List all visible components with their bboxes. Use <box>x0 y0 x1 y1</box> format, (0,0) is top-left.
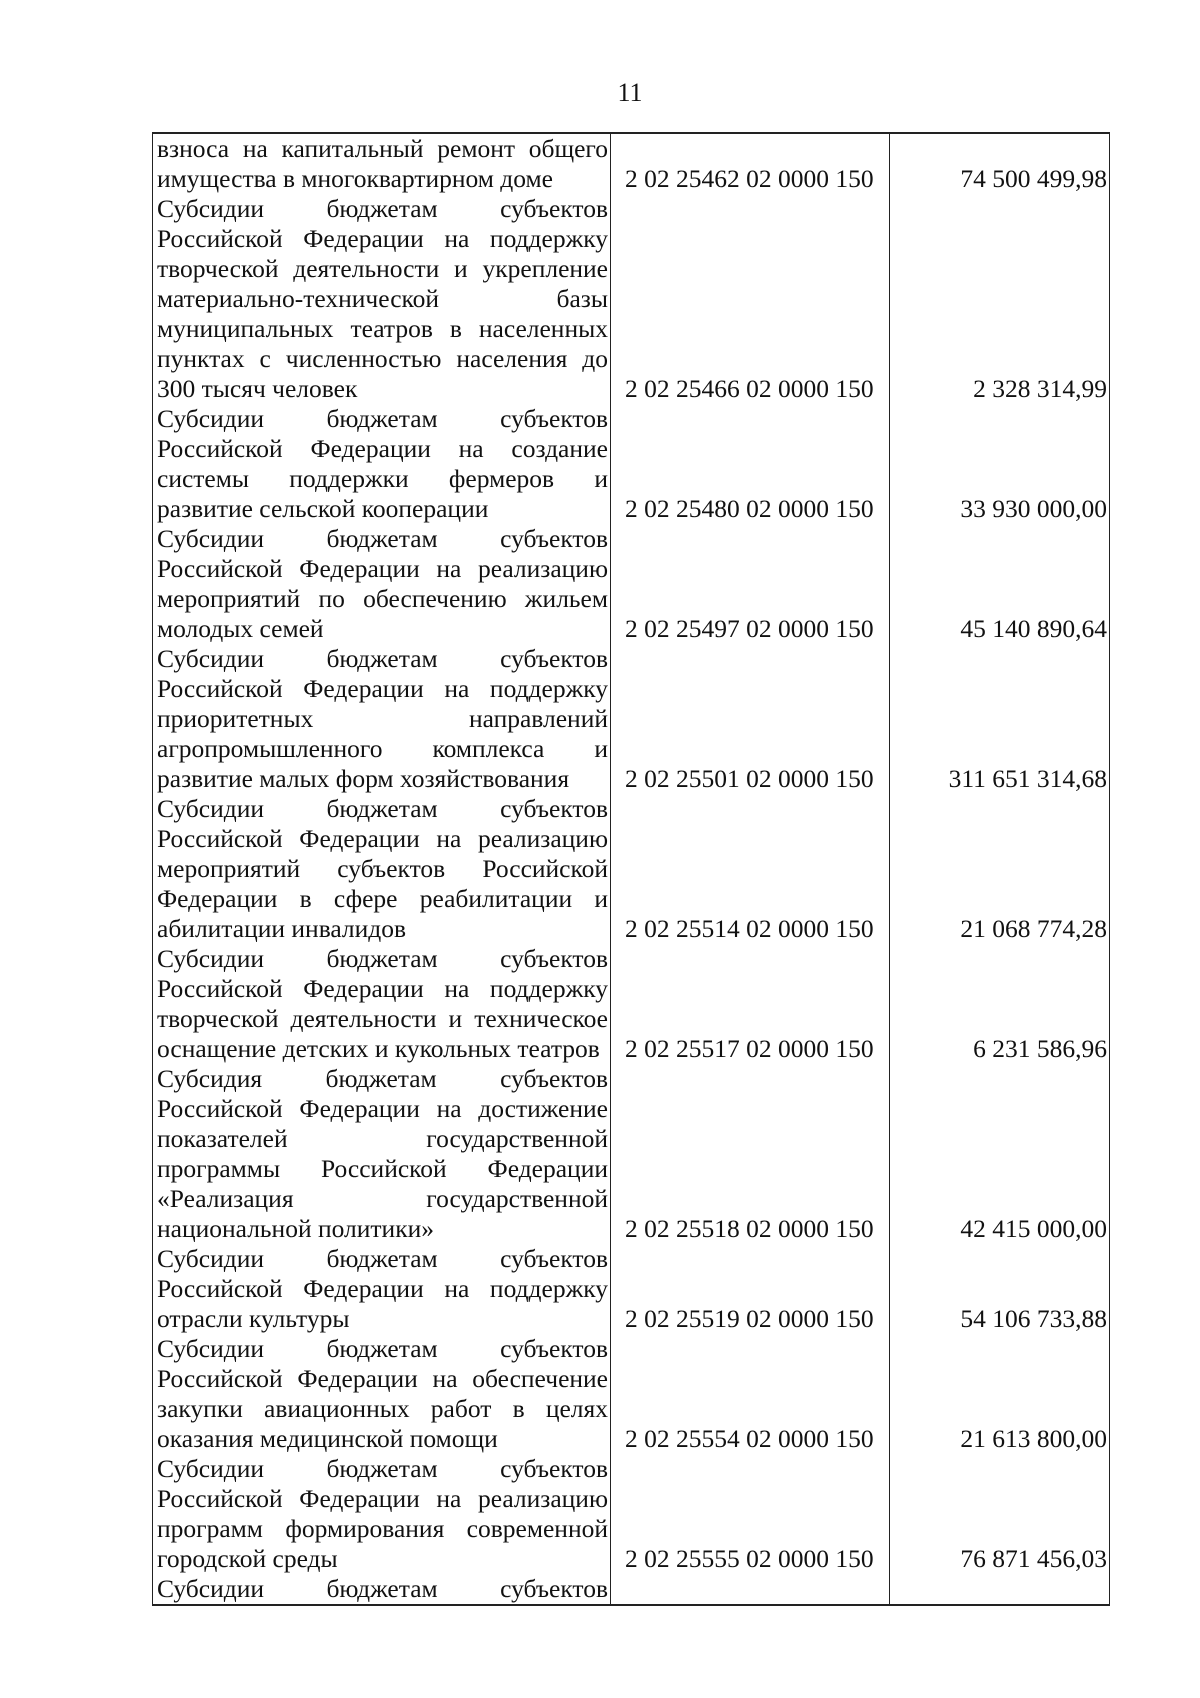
row-budget-code: 2 02 25555 02 0000 150 <box>625 1544 874 1573</box>
description-line: Субсидии бюджетам субъектов <box>157 1244 608 1273</box>
row-description <box>153 1454 611 1574</box>
row-description <box>153 1334 611 1454</box>
description-line: Российской Федерации на реализацию <box>157 1484 608 1513</box>
description-line: оснащение детских и кукольных театров <box>157 1034 600 1063</box>
description-line: показателей государственной <box>157 1124 608 1153</box>
row-budget-code: 2 02 25497 02 0000 150 <box>625 614 874 643</box>
description-line: взноса на капитальный ремонт общего <box>157 134 608 163</box>
row-budget-code: 2 02 25462 02 0000 150 <box>611 133 890 194</box>
table-row <box>153 404 1110 524</box>
row-budget-code: 2 02 25466 02 0000 150 <box>625 374 874 403</box>
row-budget-code: 2 02 25514 02 0000 150 <box>625 914 874 943</box>
row-budget-code: 2 02 25519 02 0000 150 <box>625 1304 874 1333</box>
description-line: муниципальных театров в населенных <box>157 314 608 343</box>
description-line: абилитации инвалидов <box>157 914 407 943</box>
table-row <box>153 1244 1110 1334</box>
row-description <box>153 644 611 794</box>
description-line: творческой деятельности и укрепление <box>157 254 608 283</box>
row-description <box>153 524 611 644</box>
row-description <box>153 1574 611 1605</box>
row-description <box>153 944 611 1064</box>
description-line: закупки авиационных работ в целях <box>157 1394 608 1423</box>
row-budget-code: 2 02 25517 02 0000 150 <box>625 1034 874 1063</box>
table-row <box>153 1334 1110 1454</box>
row-description <box>153 1244 611 1334</box>
description-line: «Реализация государственной <box>157 1184 608 1213</box>
description-line: Субсидия бюджетам субъектов <box>157 1064 608 1093</box>
table-row <box>153 524 1110 644</box>
description-line: агропромышленного комплекса и <box>157 734 608 763</box>
table-row <box>153 1454 1110 1574</box>
description-line: Российской Федерации на достижение <box>157 1094 608 1123</box>
description-line: Субсидии бюджетам субъектов <box>157 644 608 673</box>
description-line: Российской Федерации на реализацию <box>157 824 608 853</box>
revenue-table <box>152 132 1110 1606</box>
description-line: отрасли культуры <box>157 1304 350 1333</box>
table-row <box>153 133 1110 194</box>
description-line: Федерации в сфере реабилитации и <box>157 884 608 913</box>
description-line: Российской Федерации на реализацию <box>157 554 608 583</box>
description-line: Субсидии бюджетам субъектов <box>157 524 608 553</box>
description-line: оказания медицинской помощи <box>157 1424 498 1453</box>
row-amount: 6 231 586,96 <box>890 944 1110 1064</box>
row-description <box>153 404 611 524</box>
row-budget-code: 2 02 25480 02 0000 150 <box>625 494 874 523</box>
table-row <box>153 1574 1110 1605</box>
row-amount <box>890 1574 1110 1605</box>
description-line: Субсидии бюджетам субъектов <box>157 1574 608 1603</box>
description-line: 300 тысяч человек <box>157 374 358 403</box>
table-row <box>153 644 1110 794</box>
row-amount: 2 328 314,99 <box>890 194 1110 404</box>
description-line: национальной политики» <box>157 1214 434 1243</box>
description-line: Субсидии бюджетам субъектов <box>157 944 608 973</box>
row-amount: 311 651 314,68 <box>890 644 1110 794</box>
description-line: мероприятий по обеспечению жильем <box>157 584 608 613</box>
description-line: программ формирования современной <box>157 1514 608 1543</box>
row-description <box>153 133 611 194</box>
row-description <box>153 194 611 404</box>
row-amount: 74 500 499,98 <box>890 133 1110 194</box>
description-line: системы поддержки фермеров и <box>157 464 608 493</box>
table-row <box>153 794 1110 944</box>
description-line: молодых семей <box>157 614 324 643</box>
description-line: Российской Федерации на обеспечение <box>157 1364 608 1393</box>
description-line: Российской Федерации на поддержку <box>157 674 608 703</box>
table-row <box>153 944 1110 1064</box>
description-line: Субсидии бюджетам субъектов <box>157 794 608 823</box>
description-line: Российской Федерации на создание <box>157 434 608 463</box>
row-amount: 54 106 733,88 <box>890 1244 1110 1334</box>
page-number: 11 <box>617 78 643 107</box>
description-line: городской среды <box>157 1544 338 1573</box>
description-line: материально-технической базы <box>157 284 608 313</box>
description-line: Субсидии бюджетам субъектов <box>157 194 608 223</box>
row-amount: 76 871 456,03 <box>890 1454 1110 1574</box>
row-amount: 21 613 800,00 <box>890 1334 1110 1454</box>
description-line: мероприятий субъектов Российской <box>157 854 608 883</box>
table-body <box>153 133 1110 1605</box>
description-line: Российской Федерации на поддержку <box>157 224 608 253</box>
row-budget-code: 2 02 25518 02 0000 150 <box>625 1214 874 1243</box>
row-amount: 33 930 000,00 <box>890 404 1110 524</box>
description-line: Субсидии бюджетам субъектов <box>157 1334 608 1363</box>
description-line: творческой деятельности и техническое <box>157 1004 608 1033</box>
row-description <box>153 794 611 944</box>
description-line: Субсидии бюджетам субъектов <box>157 1454 608 1483</box>
row-amount: 21 068 774,28 <box>890 794 1110 944</box>
row-budget-code: 2 02 25501 02 0000 150 <box>625 764 874 793</box>
description-line: развитие сельской кооперации <box>157 494 489 523</box>
row-amount: 45 140 890,64 <box>890 524 1110 644</box>
row-description <box>153 1064 611 1244</box>
description-line: Российской Федерации на поддержку <box>157 1274 608 1303</box>
row-budget-code: 2 02 25554 02 0000 150 <box>625 1424 874 1453</box>
description-line: приоритетных направлений <box>157 704 608 733</box>
description-line: Субсидии бюджетам субъектов <box>157 404 608 433</box>
row-amount: 42 415 000,00 <box>890 1064 1110 1244</box>
description-line: развитие малых форм хозяйствования <box>157 764 570 793</box>
description-line: программы Российской Федерации <box>157 1154 608 1183</box>
row-budget-code <box>611 1574 890 1605</box>
table-row <box>153 1064 1110 1244</box>
description-line: пунктах с численностью населения до <box>157 344 608 373</box>
description-line: Российской Федерации на поддержку <box>157 974 608 1003</box>
description-line: имущества в многоквартирном доме <box>157 164 553 193</box>
table-row <box>153 194 1110 404</box>
